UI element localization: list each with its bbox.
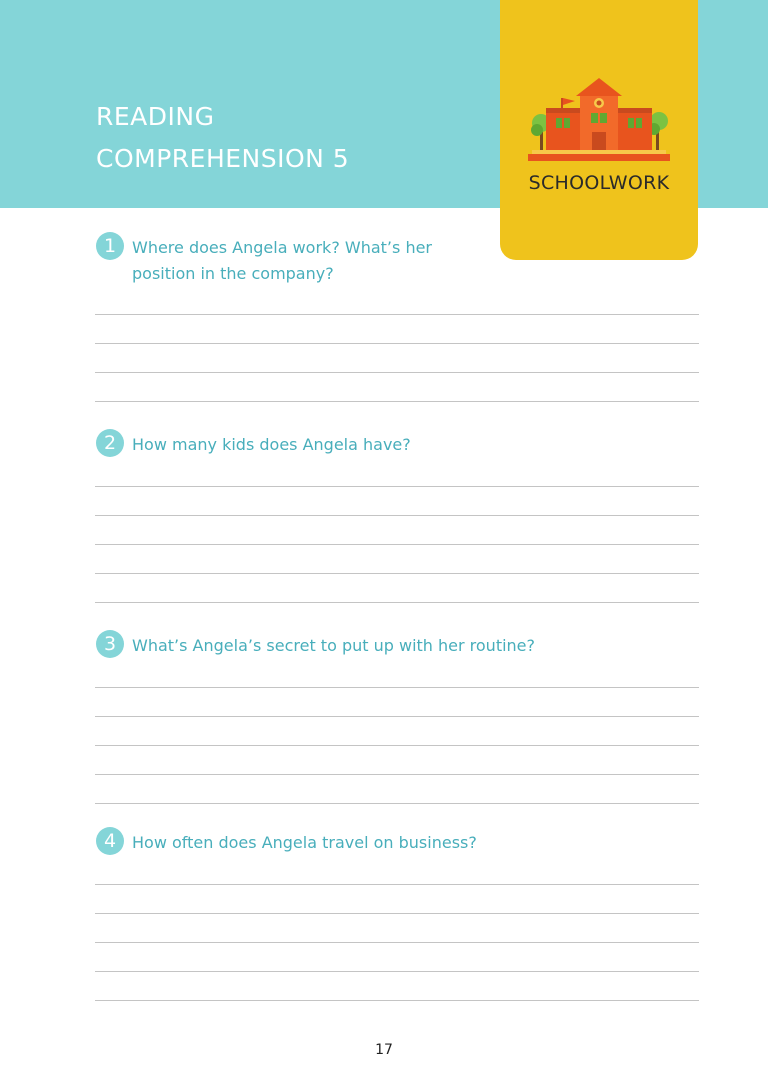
question-number-badge: 4	[96, 827, 124, 855]
answer-line[interactable]	[95, 1000, 699, 1001]
page-title-line-1: READING	[96, 102, 215, 131]
question-text: How often does Angela travel on business?	[132, 833, 477, 852]
badge-label: SCHOOLWORK	[528, 172, 670, 194]
question-text: How many kids does Angela have?	[132, 435, 411, 454]
answer-line[interactable]	[95, 544, 699, 545]
answer-line[interactable]	[95, 515, 699, 516]
answer-line[interactable]	[95, 716, 699, 717]
question-text: What’s Angela’s secret to put up with her routine?	[132, 636, 536, 655]
question-number-badge: 1	[96, 232, 124, 260]
page-number: 17	[375, 1042, 393, 1058]
question-text-line-2: position in the company?	[132, 264, 334, 283]
page-title-line-2: COMPREHENSION 5	[96, 144, 350, 173]
answer-line[interactable]	[95, 401, 699, 402]
answer-line[interactable]	[95, 602, 699, 603]
schoolwork-badge	[500, 0, 698, 260]
question-number-badge: 2	[96, 429, 124, 457]
question-number-badge: 3	[96, 630, 124, 658]
answer-line[interactable]	[95, 314, 699, 315]
answer-line[interactable]	[95, 573, 699, 574]
answer-line[interactable]	[95, 884, 699, 885]
answer-line[interactable]	[95, 687, 699, 688]
answer-line[interactable]	[95, 803, 699, 804]
answer-line[interactable]	[95, 343, 699, 344]
page-title	[96, 96, 349, 180]
school-building-icon	[528, 76, 670, 164]
question-text-line-1: Where does Angela work? What’s her	[132, 238, 432, 257]
answer-line[interactable]	[95, 942, 699, 943]
answer-line[interactable]	[95, 486, 699, 487]
answer-line[interactable]	[95, 774, 699, 775]
answer-line[interactable]	[95, 745, 699, 746]
question-text	[132, 235, 432, 287]
answer-line[interactable]	[95, 372, 699, 373]
answer-line[interactable]	[95, 913, 699, 914]
answer-line[interactable]	[95, 971, 699, 972]
